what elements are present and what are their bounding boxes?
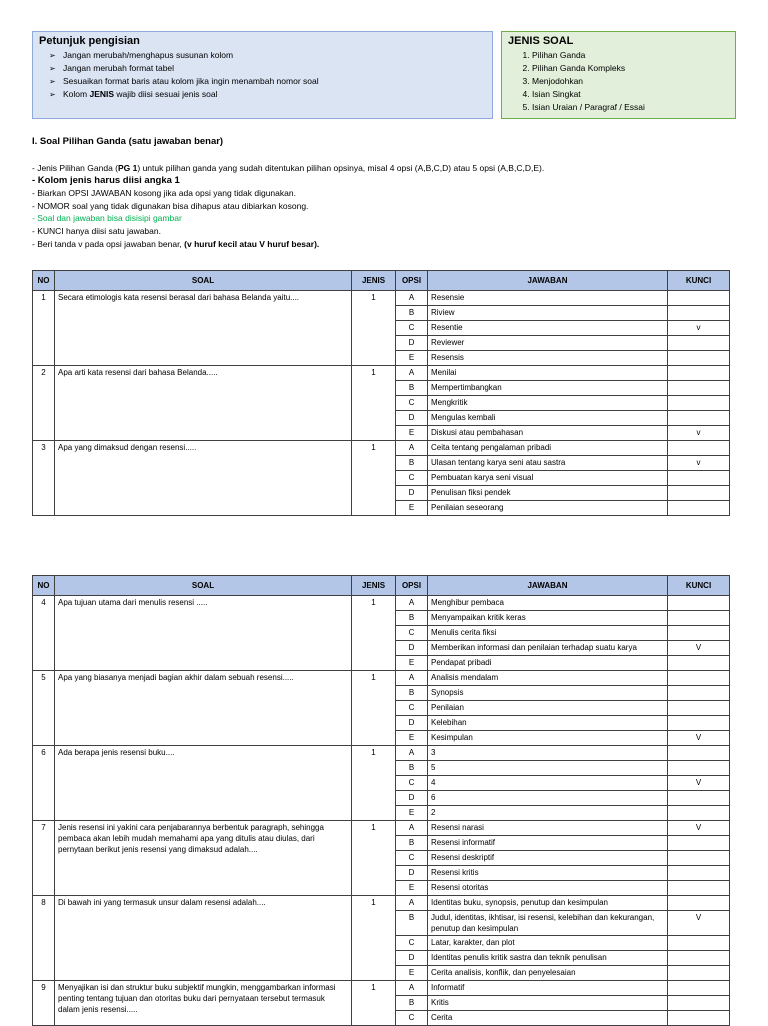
option-letter: B <box>396 686 428 701</box>
table-row <box>33 441 730 456</box>
question-types-box <box>501 31 736 119</box>
questions-table-2 <box>32 575 730 1026</box>
notes-block <box>32 162 544 250</box>
answer-key <box>668 746 730 761</box>
option-letter: D <box>396 641 428 656</box>
question-number: 7 <box>33 821 55 896</box>
question-type: 1 <box>352 366 396 441</box>
table-row <box>33 596 730 611</box>
answer-text: Cerita <box>428 1011 668 1026</box>
question-number: 3 <box>33 441 55 516</box>
answer-key <box>668 671 730 686</box>
question-text: Apa tujuan utama dari menulis resensi ..... <box>55 596 352 671</box>
note-line: - Jenis Pilihan Ganda (PG 1) untuk pilihan ganda yang sudah ditentukan pilihan opsinya, misal 4 opsi (A,B,C,D) atau 5 opsi (A,B,C,D,E). <box>32 163 545 173</box>
question-type-item: 3. Menjodohkan <box>532 75 729 88</box>
answer-text: Menilai <box>428 366 668 381</box>
answer-text: Menghibur pembaca <box>428 596 668 611</box>
note-line: - Kolom jenis harus diisi angka 1 <box>32 174 180 186</box>
question-type: 1 <box>352 896 396 981</box>
answer-text: Cerita analisis, konflik, dan penyelesaian <box>428 966 668 981</box>
instructions-box <box>32 31 493 119</box>
question-type: 1 <box>352 746 396 821</box>
table-row <box>33 981 730 996</box>
question-text: Ada berapa jenis resensi buku.... <box>55 746 352 821</box>
answer-key <box>668 441 730 456</box>
option-letter: B <box>396 836 428 851</box>
table-header-row <box>33 576 730 596</box>
answer-key <box>668 791 730 806</box>
option-letter: D <box>396 716 428 731</box>
col-header-kunci: KUNCI <box>668 271 730 291</box>
answer-text: Resensis <box>428 351 668 366</box>
option-letter: D <box>396 951 428 966</box>
answer-text: Analisis mendalam <box>428 671 668 686</box>
answer-key <box>668 366 730 381</box>
answer-key <box>668 881 730 896</box>
question-number: 5 <box>33 671 55 746</box>
answer-key <box>668 836 730 851</box>
option-letter: A <box>396 746 428 761</box>
option-letter: A <box>396 981 428 996</box>
answer-key: V <box>668 731 730 746</box>
note-line: - Soal dan jawaban bisa disisipi gambar <box>32 213 182 224</box>
answer-text: Judul, identitas, ikhtisar, isi resensi, kelebihan dan kekurangan, penutup dan kesimpulan <box>428 911 668 936</box>
answer-text: 5 <box>428 761 668 776</box>
answer-text: Identitas penulis kritik sastra dan teknik penulisan <box>428 951 668 966</box>
option-letter: C <box>396 851 428 866</box>
col-header-jawaban: JAWABAN <box>428 576 668 596</box>
answer-key <box>668 471 730 486</box>
table-header-row <box>33 271 730 291</box>
answer-text: Ceita tentang pengalaman pribadi <box>428 441 668 456</box>
answer-key <box>668 291 730 306</box>
question-types-list <box>508 49 729 114</box>
answer-key: v <box>668 426 730 441</box>
answer-key <box>668 1011 730 1026</box>
option-letter: E <box>396 881 428 896</box>
answer-key <box>668 351 730 366</box>
section-title: I. Soal Pilihan Ganda (satu jawaban benar) <box>32 136 224 147</box>
answer-text: Resensi informatif <box>428 836 668 851</box>
option-letter: E <box>396 806 428 821</box>
instruction-item: ➢ Kolom JENIS wajib diisi sesuai jenis soal <box>63 88 486 101</box>
answer-key <box>668 866 730 881</box>
answer-key <box>668 851 730 866</box>
option-letter: B <box>396 611 428 626</box>
answer-text: Mengkritik <box>428 396 668 411</box>
answer-key <box>668 966 730 981</box>
question-number: 9 <box>33 981 55 1026</box>
question-text: Di bawah ini yang termasuk unsur dalam resensi adalah.... <box>55 896 352 981</box>
option-letter: D <box>396 866 428 881</box>
note-line: - Beri tanda v pada opsi jawaban benar, (v huruf kecil atau V huruf besar). <box>32 238 320 249</box>
question-text: Apa yang dimaksud dengan resensi..... <box>55 441 352 516</box>
answer-key <box>668 626 730 641</box>
answer-key: v <box>668 456 730 471</box>
answer-key <box>668 381 730 396</box>
answer-text: Ulasan tentang karya seni atau sastra <box>428 456 668 471</box>
answer-text: 3 <box>428 746 668 761</box>
answer-text: 4 <box>428 776 668 791</box>
answer-key <box>668 936 730 951</box>
answer-text: Penilaian seseorang <box>428 501 668 516</box>
option-letter: E <box>396 501 428 516</box>
col-header-kunci: KUNCI <box>668 576 730 596</box>
question-number: 8 <box>33 896 55 981</box>
col-header-soal: SOAL <box>55 576 352 596</box>
question-type: 1 <box>352 596 396 671</box>
instructions-list <box>39 49 486 101</box>
answer-text: 2 <box>428 806 668 821</box>
answer-text: Pendapat pribadi <box>428 656 668 671</box>
questions-table-1 <box>32 270 730 516</box>
answer-key <box>668 716 730 731</box>
question-number: 6 <box>33 746 55 821</box>
answer-text: Diskusi atau pembahasan <box>428 426 668 441</box>
col-header-soal: SOAL <box>55 271 352 291</box>
question-text: Apa yang biasanya menjadi bagian akhir dalam sebuah resensi..... <box>55 671 352 746</box>
option-letter: E <box>396 426 428 441</box>
col-header-opsi: OPSI <box>396 271 428 291</box>
answer-key <box>668 611 730 626</box>
option-letter: B <box>396 911 428 936</box>
option-letter: A <box>396 896 428 911</box>
col-header-jenis: JENIS <box>352 576 396 596</box>
option-letter: D <box>396 411 428 426</box>
answer-key <box>668 396 730 411</box>
table-row <box>33 821 730 836</box>
option-letter: D <box>396 791 428 806</box>
answer-text: Synopsis <box>428 686 668 701</box>
answer-key <box>668 761 730 776</box>
option-letter: C <box>396 1011 428 1026</box>
question-type: 1 <box>352 981 396 1026</box>
option-letter: E <box>396 731 428 746</box>
answer-key: V <box>668 821 730 836</box>
answer-text: Identitas buku, synopsis, penutup dan kesimpulan <box>428 896 668 911</box>
answer-text: Riview <box>428 306 668 321</box>
option-letter: A <box>396 821 428 836</box>
option-letter: A <box>396 596 428 611</box>
option-letter: A <box>396 366 428 381</box>
option-letter: A <box>396 671 428 686</box>
option-letter: E <box>396 351 428 366</box>
question-type: 1 <box>352 821 396 896</box>
answer-text: Kesimpulan <box>428 731 668 746</box>
answer-text: Mengulas kembali <box>428 411 668 426</box>
question-type-item: 2. Pilihan Ganda Kompleks <box>532 62 729 75</box>
col-header-jawaban: JAWABAN <box>428 271 668 291</box>
instruction-item: ➢ Jangan merubah/menghapus susunan kolom <box>63 49 486 62</box>
answer-key <box>668 701 730 716</box>
option-letter: C <box>396 936 428 951</box>
answer-text: Resensie <box>428 291 668 306</box>
col-header-opsi: OPSI <box>396 576 428 596</box>
col-header-jenis: JENIS <box>352 271 396 291</box>
question-type-item: 4. Isian Singkat <box>532 88 729 101</box>
instruction-item: ➢ Jangan merubah format tabel <box>63 62 486 75</box>
question-text: Secara etimologis kata resensi berasal dari bahasa Belanda yaitu.... <box>55 291 352 366</box>
question-types-title: JENIS SOAL <box>508 35 574 47</box>
answer-text: Menyampaikan kritik keras <box>428 611 668 626</box>
answer-key <box>668 951 730 966</box>
answer-text: Kritis <box>428 996 668 1011</box>
answer-key <box>668 981 730 996</box>
answer-text: Penulisan fiksi pendek <box>428 486 668 501</box>
option-letter: E <box>396 656 428 671</box>
answer-key <box>668 656 730 671</box>
answer-text: Resensi otoritas <box>428 881 668 896</box>
answer-text: Penilaian <box>428 701 668 716</box>
col-header-no: NO <box>33 576 55 596</box>
answer-key: V <box>668 911 730 936</box>
option-letter: B <box>396 306 428 321</box>
question-type: 1 <box>352 441 396 516</box>
answer-key <box>668 306 730 321</box>
answer-key <box>668 806 730 821</box>
question-type: 1 <box>352 671 396 746</box>
option-letter: A <box>396 291 428 306</box>
answer-key <box>668 486 730 501</box>
note-line: - KUNCI hanya diisi satu jawaban. <box>32 225 161 236</box>
question-type: 1 <box>352 291 396 366</box>
option-letter: C <box>396 776 428 791</box>
answer-text: 6 <box>428 791 668 806</box>
answer-text: Pembuatan karya seni visual <box>428 471 668 486</box>
answer-key <box>668 996 730 1011</box>
table-row <box>33 746 730 761</box>
option-letter: A <box>396 441 428 456</box>
question-type-item: 5. Isian Uraian / Paragraf / Essai <box>532 101 729 114</box>
option-letter: B <box>396 996 428 1011</box>
option-letter: E <box>396 966 428 981</box>
answer-text: Resensi kritis <box>428 866 668 881</box>
answer-text: Resensi deskriptif <box>428 851 668 866</box>
option-letter: B <box>396 761 428 776</box>
instruction-item: ➢ Sesuaikan format baris atau kolom jika ingin menambah nomor soal <box>63 75 486 88</box>
answer-text: Menulis cerita fiksi <box>428 626 668 641</box>
question-type-item: 1. Pilihan Ganda <box>532 49 729 62</box>
table-row <box>33 291 730 306</box>
answer-key <box>668 686 730 701</box>
option-letter: C <box>396 396 428 411</box>
answer-key <box>668 411 730 426</box>
table-row <box>33 366 730 381</box>
answer-key <box>668 896 730 911</box>
option-letter: C <box>396 321 428 336</box>
answer-key <box>668 501 730 516</box>
option-letter: C <box>396 701 428 716</box>
question-number: 1 <box>33 291 55 366</box>
option-letter: B <box>396 456 428 471</box>
answer-text: Mempertimbangkan <box>428 381 668 396</box>
option-letter: C <box>396 471 428 486</box>
option-letter: D <box>396 486 428 501</box>
answer-text: Informatif <box>428 981 668 996</box>
answer-text: Resensi narasi <box>428 821 668 836</box>
instructions-title: Petunjuk pengisian <box>39 35 140 47</box>
question-text: Jenis resensi ini yakini cara penjabarannya berbentuk paragraph, sehingga pembaca akan lebih mudah memahami apa yang ditulis atau diulas, dari pernytaan berikut jenis resensi yang dimaksud adalah.... <box>55 821 352 896</box>
note-line: - NOMOR soal yang tidak digunakan bisa dihapus atau dibiarkan kosong. <box>32 200 309 211</box>
answer-key <box>668 596 730 611</box>
option-letter: B <box>396 381 428 396</box>
table-row <box>33 896 730 911</box>
answer-text: Memberikan informasi dan penilaian terhadap suatu karya <box>428 641 668 656</box>
answer-text: Kelebihan <box>428 716 668 731</box>
answer-key: v <box>668 321 730 336</box>
question-text: Apa arti kata resensi dari bahasa Belanda..... <box>55 366 352 441</box>
answer-text: Resentie <box>428 321 668 336</box>
answer-key <box>668 336 730 351</box>
note-line: - Biarkan OPSI JAWABAN kosong jika ada opsi yang tidak digunakan. <box>32 188 296 199</box>
answer-key: V <box>668 776 730 791</box>
answer-text: Reviewer <box>428 336 668 351</box>
question-number: 2 <box>33 366 55 441</box>
table-row <box>33 671 730 686</box>
answer-text: Latar, karakter, dan plot <box>428 936 668 951</box>
question-text: Menyajikan isi dan struktur buku subjektif mungkin, menggambarkan informasi penting tentang tujuan dan otoritas buku dari pernyataan tersebut termasuk dalam jenis resensi..... <box>55 981 352 1026</box>
option-letter: D <box>396 336 428 351</box>
answer-key: V <box>668 641 730 656</box>
option-letter: C <box>396 626 428 641</box>
question-number: 4 <box>33 596 55 671</box>
col-header-no: NO <box>33 271 55 291</box>
